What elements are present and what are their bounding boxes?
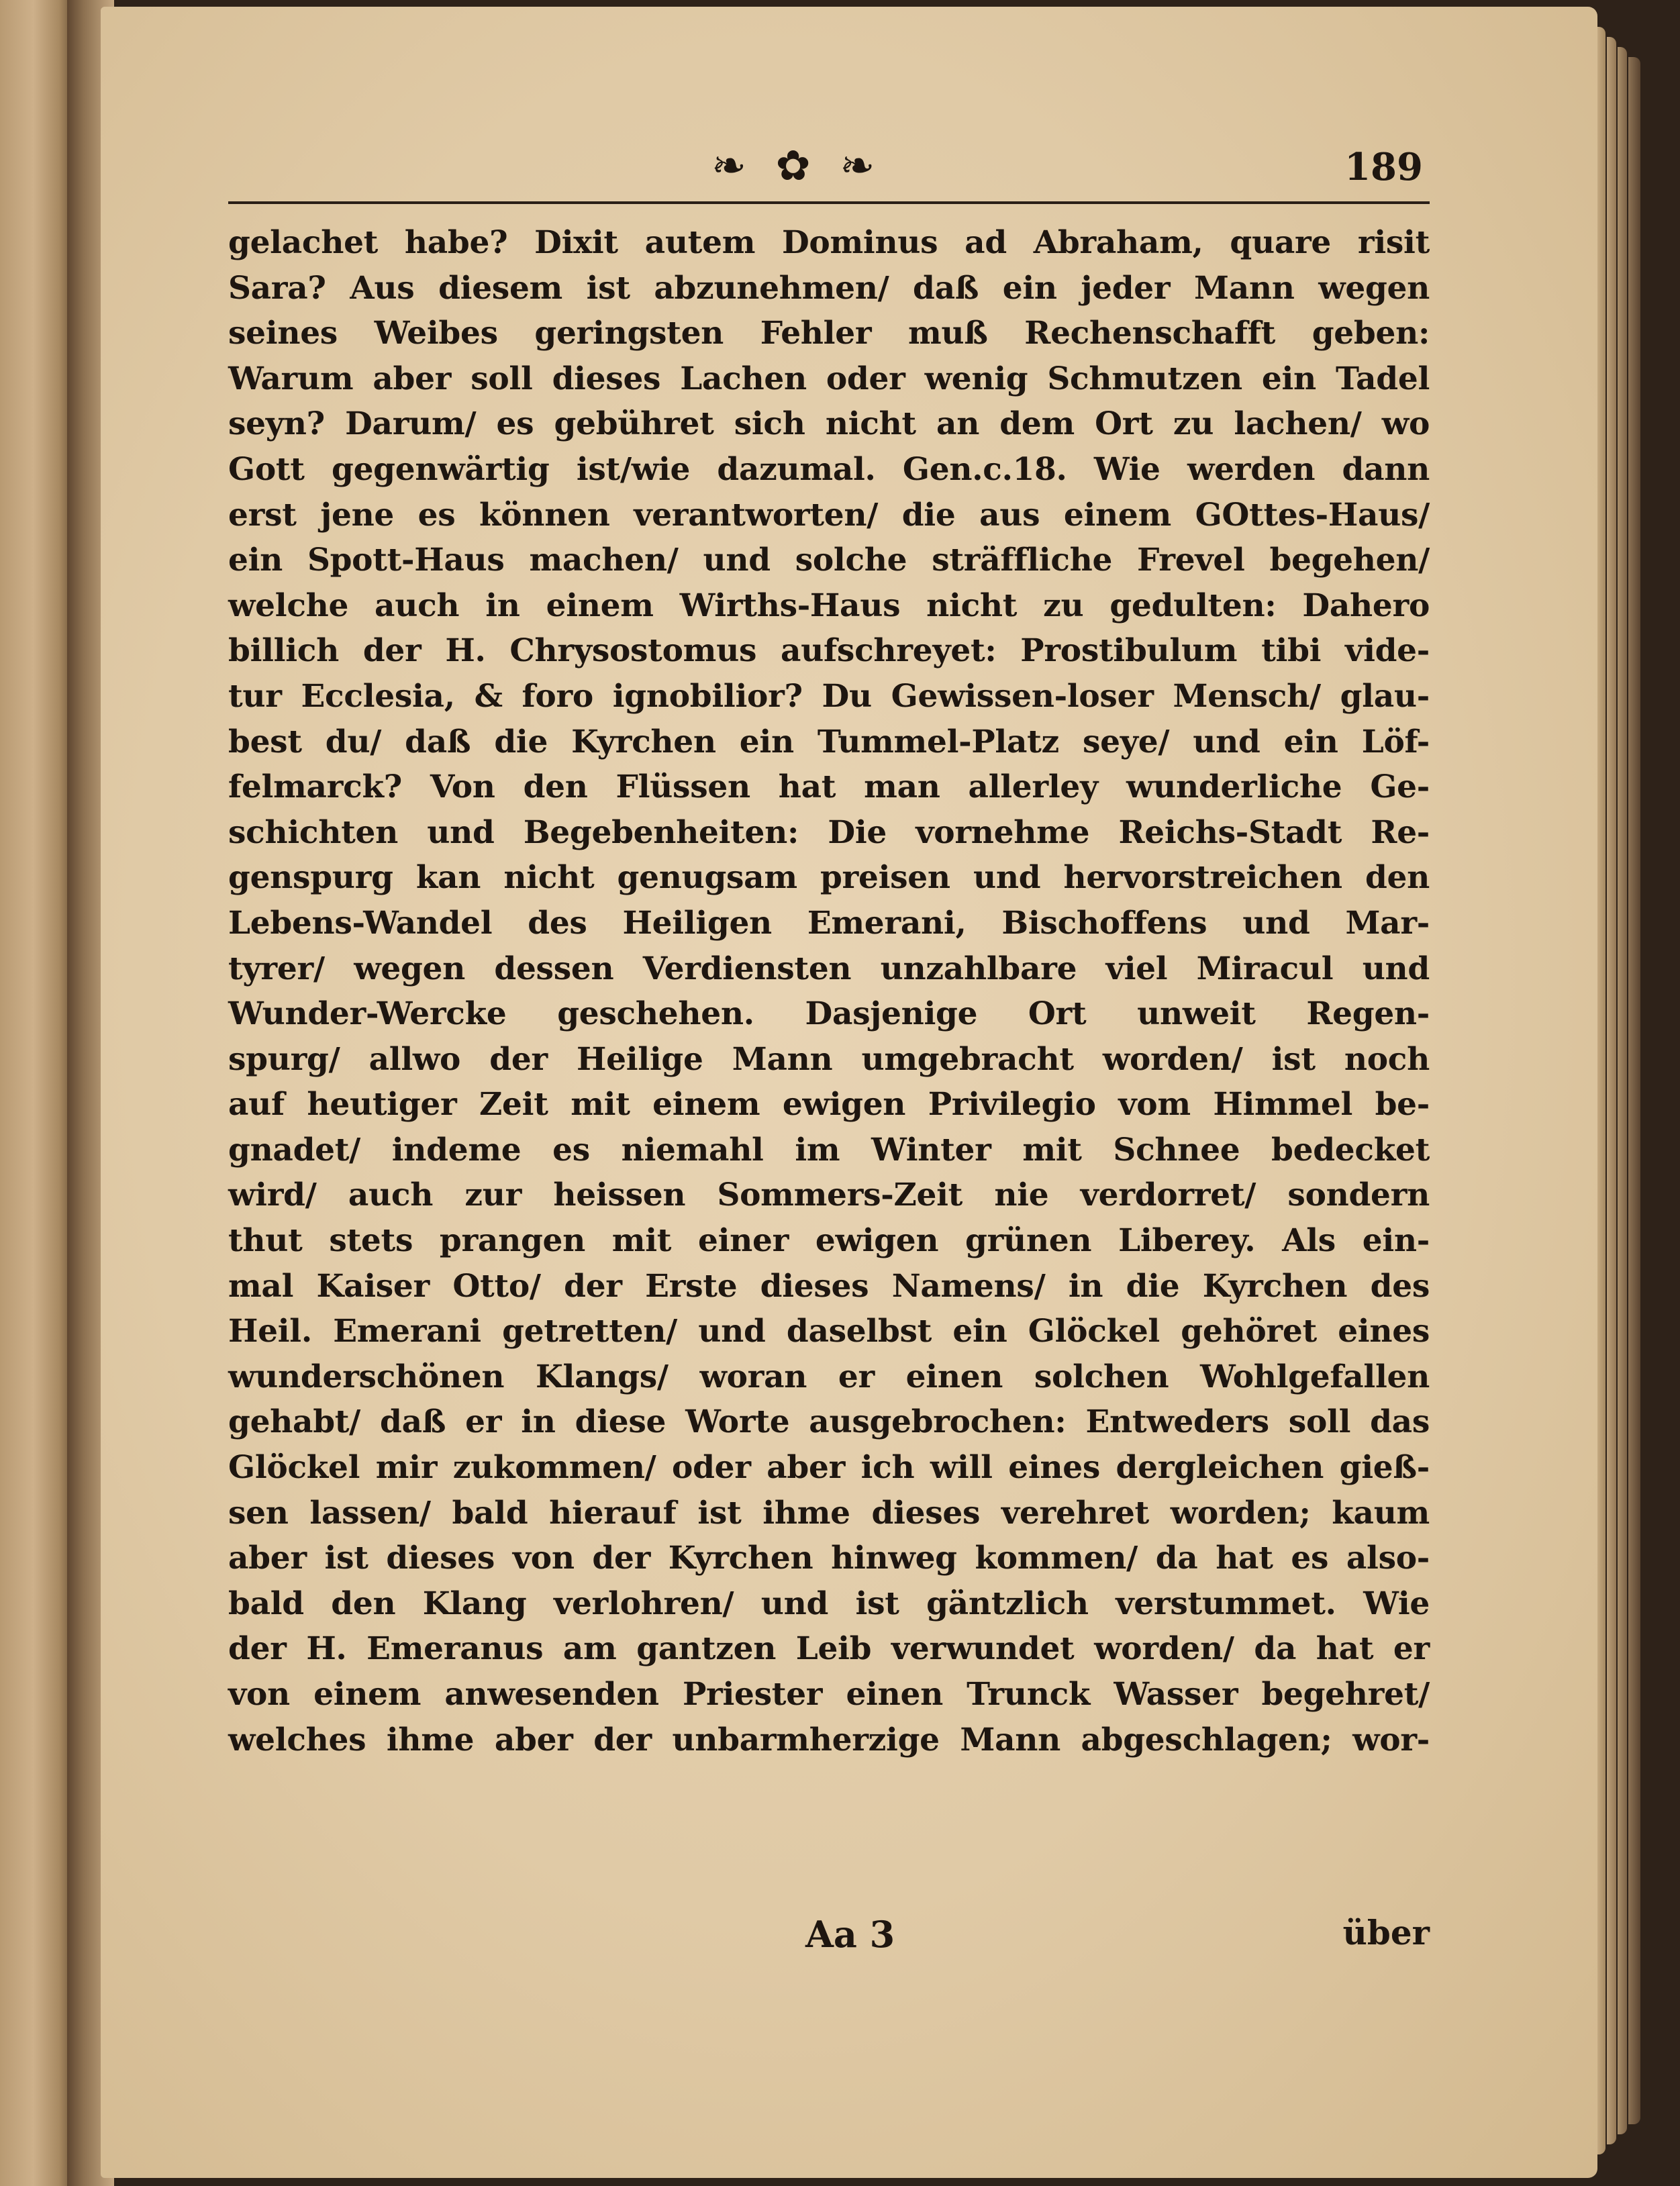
page-stack-edge [1607, 37, 1616, 2144]
text-line: der H. Emeranus am gantzen Leib verwundet worden/ da hat er [228, 1630, 1430, 1668]
page-stack-edge [1618, 47, 1627, 2134]
text-line: felmarck? Von den Flüssen hat man allerley wunderliche Ge- [228, 768, 1430, 806]
text-line: Glöckel mir zukommen/ oder aber ich will eines dergleichen gieß- [228, 1449, 1430, 1487]
text-line: Sara? Aus diesem ist abzunehmen/ daß ein jeder Mann wegen [228, 269, 1430, 307]
text-line: seines Weibes geringsten Fehler muß Rechenschafft geben: [228, 315, 1430, 352]
text-line: Lebens-Wandel des Heiligen Emerani, Bischoffens und Mar- [228, 904, 1430, 942]
page-footer [228, 1913, 1430, 1967]
page-stack-edge [1596, 27, 1605, 2154]
text-line: wunderschönen Klangs/ woran er einen solchen Wohlgefallen [228, 1358, 1430, 1395]
text-line: bald den Klang verlohren/ und ist gäntzlich verstummet. Wie [228, 1585, 1430, 1622]
text-line: mal Kaiser Otto/ der Erste dieses Namens/ in die Kyrchen des [228, 1267, 1430, 1305]
text-line: schichten und Begebenheiten: Die vornehme Reichs-Stadt Re- [228, 813, 1430, 851]
text-line: gnadet/ indeme es niemahl im Winter mit Schnee bedecket [228, 1131, 1430, 1169]
text-line: Gott gegenwärtig ist/wie dazumal. Gen.c.18. Wie werden dann [228, 450, 1430, 488]
text-line: genspurg kan nicht genugsam preisen und hervorstreichen den [228, 859, 1430, 897]
text-line: Wunder-Wercke geschehen. Dasjenige Ort unweit Regen- [228, 995, 1430, 1033]
text-line: auf heutiger Zeit mit einem ewigen Privilegio vom Himmel be- [228, 1086, 1430, 1124]
catchword: über [1342, 1913, 1430, 1952]
text-line: ein Spott-Haus machen/ und solche sträffliche Frevel begehen/ [228, 542, 1430, 579]
text-line: tur Ecclesia, & foro ignobilior? Du Gewissen-loser Mensch/ glau- [228, 677, 1430, 715]
text-line: welche auch in einem Wirths-Haus nicht zu gedulten: Dahero [228, 587, 1430, 624]
body-text [228, 220, 1430, 1762]
text-line: aber ist dieses von der Kyrchen hinweg kommen/ da hat es also- [228, 1540, 1430, 1577]
text-line: billich der H. Chrysostomus aufschreyet: Prostibulum tibi vide- [228, 632, 1430, 670]
text-line: Heil. Emerani getretten/ und daselbst ein Glöckel gehöret eines [228, 1313, 1430, 1350]
text-line: best du/ daß die Kyrchen ein Tummel-Platz seye/ und ein Löf- [228, 723, 1430, 760]
header-rule [228, 201, 1430, 204]
text-line: gelachet habe? Dixit autem Dominus ad Abraham, quare risit [228, 224, 1430, 261]
page-number: 189 [1344, 145, 1423, 189]
left-page-edge [0, 0, 74, 2186]
text-line: von einem anwesenden Priester einen Trunck Wasser begehret/ [228, 1676, 1430, 1713]
text-line: erst jene es können verantworten/ die aus einem GOttes-Haus/ [228, 496, 1430, 534]
page-stack-edge [1628, 57, 1640, 2124]
text-line: sen lassen/ bald hierauf ist ihme dieses verehret worden; kaum [228, 1494, 1430, 1532]
header-ornament: ❧ ✿ ❧ [711, 141, 883, 190]
text-line: gehabt/ daß er in diese Worte ausgebrochen: Entweders soll das [228, 1403, 1430, 1441]
text-line: tyrer/ wegen dessen Verdiensten unzahlbare viel Miracul und [228, 950, 1430, 987]
text-line: wird/ auch zur heissen Sommers-Zeit nie verdorret/ sondern [228, 1177, 1430, 1214]
text-line: spurg/ allwo der Heilige Mann umgebracht worden/ ist noch [228, 1040, 1430, 1078]
text-line: welches ihme aber der unbarmherzige Mann abgeschlagen; wor- [228, 1721, 1430, 1758]
page-text-block [228, 134, 1430, 1956]
running-header [228, 134, 1430, 201]
signature-mark: Aa 3 [805, 1913, 895, 1956]
text-line: seyn? Darum/ es gebühret sich nicht an dem Ort zu lachen/ wo [228, 405, 1430, 443]
text-line: thut stets prangen mit einer ewigen grünen Liberey. Als ein- [228, 1222, 1430, 1260]
text-line: Warum aber soll dieses Lachen oder wenig Schmutzen ein Tadel [228, 360, 1430, 397]
